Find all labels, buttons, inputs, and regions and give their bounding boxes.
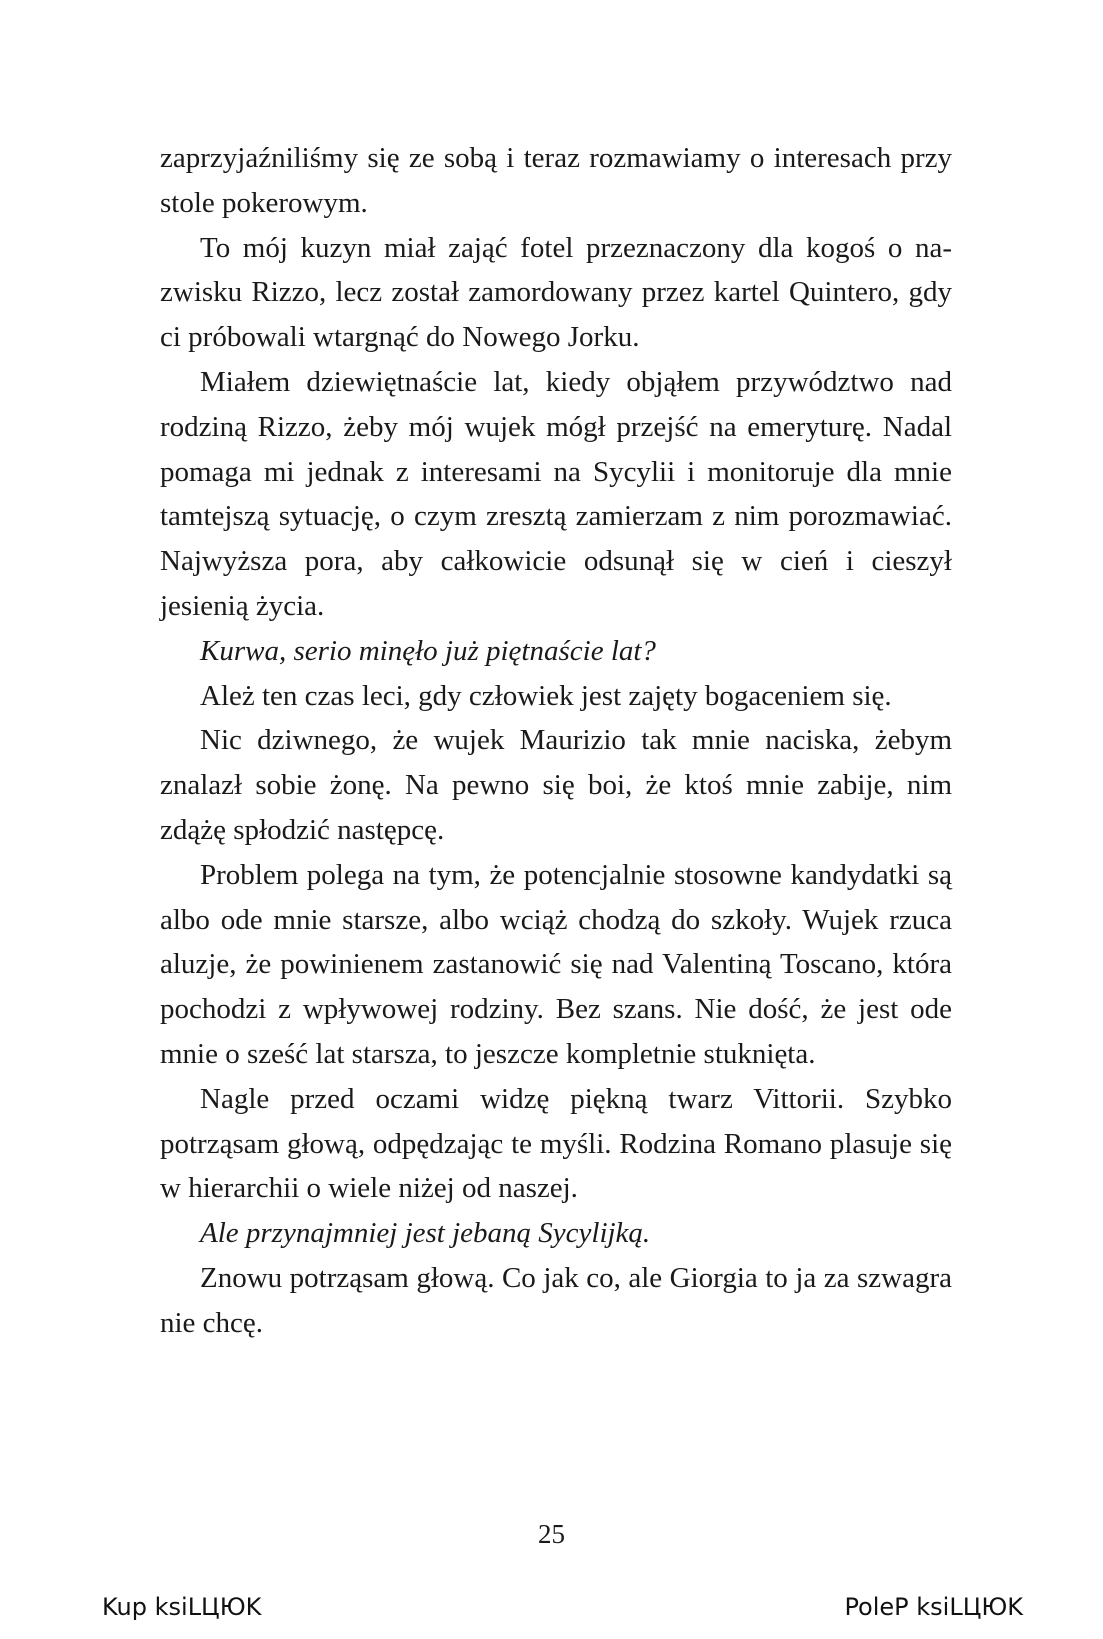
- paragraph: Ależ ten czas leci, gdy człowiek jest zajęty bogaceniem się.: [200, 679, 892, 712]
- paragraph: Nic dziwnego, że wujek Maurizio tak mnie naciska, żebym znalazł sobie żonę. Na pewno się boi, że ktoś mnie zabije, nim zdążę spłodzić następcę.: [160, 724, 952, 846]
- paragraph: zaprzyjaźniliśmy się ze sobą i teraz rozmawiamy o interesach przy stole pokerowym.: [160, 142, 952, 219]
- paragraph: Problem polega na tym, że potencjalnie stosowne kandydatki są albo ode mnie starsze, albo wciąż chodzą do szkoły. Wujek rzuca aluzje, że powinienem zastanowić się nad Valentiną Toscano, która pochodzi z wpływowej rodziny. Bez szans. Nie dość, że jest ode mnie o sześć lat starsza, to jeszcze kompletnie stuknięta.: [160, 858, 952, 1070]
- recommend-book-link[interactable]: PoleP ksiLЦЮK: [844, 1593, 1023, 1621]
- italic-paragraph: Kurwa, serio minęło już piętnaście lat?: [200, 634, 656, 667]
- paragraph: Znowu potrząsam głową. Co jak co, ale Giorgia to ja za szwagra nie chcę.: [160, 1261, 952, 1339]
- paragraph: Miałem dziewiętnaście lat, kiedy objąłem przywództwo nad rodziną Rizzo, żeby mój wujek mógł przejść na emeryturę. Nadal pomaga mi jednak z interesami na Sycylii i monitoruje dla mnie tamtejszą sytuację, o czym zresztą zamierzam z nim porozmawiać. Najwyższa pora, aby całkowicie odsunął się w cień i cieszył jesienią życia.: [160, 365, 952, 622]
- paragraph: To mój kuzyn miał zająć fotel przeznaczony dla kogoś o nazwisku Rizzo, lecz został zamordowany przez kartel Quintero, gdy ci próbowali wtargnąć do Nowego Jorku.: [160, 231, 952, 354]
- book-text: [160, 136, 952, 1346]
- paragraph: Nagle przed oczami widzę piękną twarz Vittorii. Szybko potrząsam głową, odpędzając te myśli. Rodzina Romano plasuje się w hierarchii o wiele niżej od naszej.: [160, 1082, 952, 1205]
- page-number: 25: [538, 1519, 565, 1549]
- buy-book-link[interactable]: Kup ksiLЦЮK: [102, 1593, 262, 1621]
- italic-paragraph: Ale przynajmniej jest jebaną Sycylijką.: [200, 1217, 651, 1250]
